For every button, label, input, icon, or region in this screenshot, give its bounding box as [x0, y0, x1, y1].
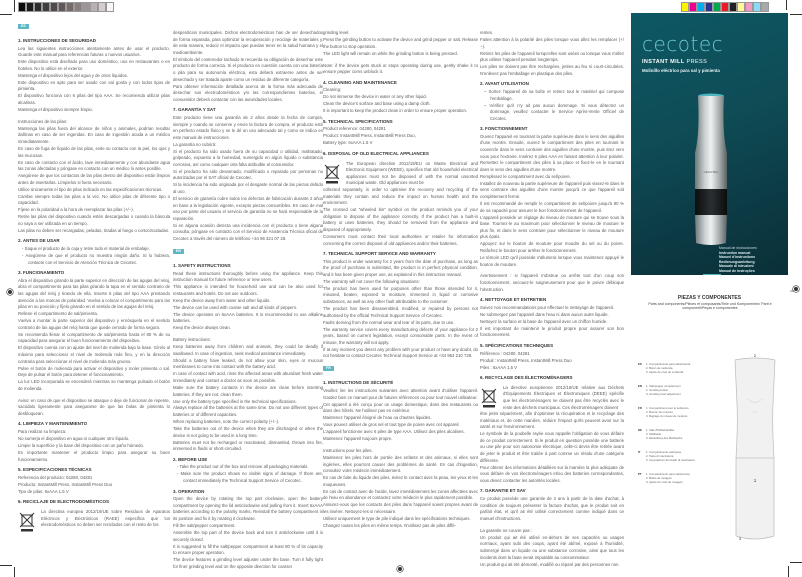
crop-mark [790, 14, 802, 15]
paragraph: Pulse el botón de molienda para activar el dispositivo y moler pimienta o sal. Deje de pulsar el botón para detener el funcionamiento. [18, 365, 170, 378]
paragraph: Producto: InstantMill Press, InstantMill Press Duo [18, 481, 113, 487]
product-subtitle: Molinillo eléctrico para sal y pimienta [642, 68, 720, 73]
paragraph: Il est recommandé de remplir le compartiment de sel/poivre jusqu'à 80 % de sa capacité pour assurer le bon fonctionnement de l'appareil. [480, 200, 624, 213]
paragraph: Référence : 04280, 04281 [480, 350, 530, 356]
parts-language-group [638, 362, 718, 374]
color-swatch [729, 2, 737, 12]
crop-mark [788, 566, 789, 577]
language-code: DE [638, 428, 642, 432]
paragraph: The warranty service covers every manufacturing defects of your appliance for 2 years, based on current legislation, except consumable parts. In the event of misuse, the warranty will not apply. [323, 326, 478, 345]
paragraph: Battery type: 6xAAA 1.5 V [323, 140, 373, 146]
section-title: 1. INSTRUCCIONES DE SEGURIDAD [18, 38, 97, 43]
registration-target-icon [7, 289, 13, 295]
part-label: 3. Einstellung des Mahlwerks [646, 436, 683, 440]
paragraph: En cas de fuite du liquide des piles, évitez le contact avec la peau, les yeux et les muqueuses. [323, 475, 478, 487]
paragraph: Take the batteries out of the device when they are discharged or when the device is not going to be used in a long time. [173, 426, 323, 438]
parts-subtitle: Parts and components/Pièces et composants/Teile und Komponenten/ Parti e componenti/Peças e componentes [648, 302, 772, 311]
language-badge-es: ES [18, 24, 29, 29]
paragraph: The warranty will not cover the following situations: [323, 278, 420, 284]
bullet-list [480, 89, 624, 122]
paragraph-list [323, 448, 478, 529]
paragraph: Use only the battery type specified in the technical specifications. [173, 398, 297, 404]
color-swatch [761, 2, 769, 12]
paragraph: Keep the device always clean. [173, 325, 231, 331]
bullet-item: – Sortez l'appareil de sa boîte et retirez tout le matériel qui compose l'emballage. [484, 88, 624, 101]
paragraph: El dispositivo cuenta con un ajuste del nivel de molienda bajo la base. Gírelo al máximo para seleccionar el nivel de molienda más fino, y en la dirección contraria para seleccionar el nivel de molienda más grueso. [18, 345, 170, 364]
paragraph: Faites attention à la polarité des piles lorsque vous allez les remplacer (+/−). [480, 36, 624, 49]
paragraph-list [323, 259, 478, 360]
paragraph: Se recomienda llenar el compartimento de sal/pimienta hasta el 80 % de su capacidad para asegurar el buen funcionamiento del dispositivo. [18, 331, 170, 344]
weee-text: La directiva europea 2012/19/UE sobre Residuos de Aparatos Eléctricos y Electrónicos (RAEE) especifica que los electrodomésticos no deben ser reciclados con el resto de los [41, 508, 170, 528]
paragraph: The device can be used with coarse salt and all kinds of peppers. [173, 304, 298, 310]
paragraph: When replacing batteries, note the correct polarity (+/−). [173, 419, 280, 425]
color-swatch [753, 2, 761, 12]
part-label: 2. Grinding button [646, 388, 669, 392]
paragraph: Este dispositivo está diseñado para uso doméstico, uso en restaurantes o en hoteles. No lo utilice en el exterior. [18, 59, 170, 71]
paragraph: Assurez-vous que les contacts des piles dans l'appareil soient propres avant de les insérer. Nettoyez-les si nécessaire. [323, 502, 478, 514]
paragraph: Mantenga las pilas fuera del alcance de niños y animales, podrían resultar dañinas en caso de ser ingeridas. En caso de ingestión acuda a un médico inmediatamente. [18, 125, 170, 145]
paragraph: Mantenga el dispositivo lejos del agua y de otros líquidos. [18, 72, 128, 78]
paragraph: The crossed out “wheeled bin” symbol on the product reminds you of your obligation to dispose of the appliance correctly. If the product has a built-in battery or uses batteries, they should be removed from the appliance and disposed of appropriately. [323, 207, 478, 232]
paragraph: Si en alguna ocasión detecta una incidencia con el producto o tiene alguna consulta, póngase en contacto con el Servicio de Asistencia Técnica oficial de Cecotec a través del número de teléfono +34 96 321 07 28. [173, 222, 323, 241]
weee-text: La directive européenne 2012/19/UE relative aux Déchets d'Équipements Électriques et Électroniques (DEEE) spécifie que les électroménagers ne doivent pas être recyclés avec le reste des déchets municipaux. Ces électroménagers doivent [503, 384, 624, 410]
language-code: ES [638, 362, 642, 366]
section-title: 2. BEFORE USE [173, 456, 208, 462]
paragraph: Keep batteries away from children and animals, they could be deadly if swallowed. In case of ingestion, seek medical assistance immediately. [173, 344, 323, 356]
note-paragraph: Aviso: en caso de que el dispositivo se atasque o deje de funcionar de repente, sacúdalo ligeramente para asegurarse de que las bolas de pimienta lo desbloquean. [18, 397, 170, 416]
parts-language-group [638, 406, 718, 418]
page-number: 01 [790, 289, 794, 293]
paragraph: This product is under warranty for 2 years from the date of purchase, as long as the proof of purchase is submitted, the product is in perfect physical condition, and it has been given proper use, as explained in this instruction manual. [323, 258, 478, 277]
part-label: 2. Mahltaste [646, 432, 662, 436]
paragraph: The product has been used for purposes other than those intended for it, misused, beaten, exposed to moisture, immersed in liquid or corrosive substances, as well as any other fault attributable to the customer. [323, 285, 478, 305]
paragraph: Le symbole de la poubelle rayée vous rappelle l'obligation de vous défaire de ce produit correctement. Si le produit en question possède une batterie ou une pile pour son autonomie électrique, celle-ci devra être retirée avant de jeter le produit et être traitée à part comme un résidu d'une catégorie différente. [480, 431, 624, 463]
column-english-french [323, 22, 478, 530]
paragraph-list [18, 429, 170, 463]
paragraph: Vous pouvez utiliser de gros sel et tout type de poivre avec cet appareil. [323, 422, 460, 428]
part-label: 2. Tasto di macinatura [646, 454, 674, 458]
paragraph: Si el producto ha sido usado fuera de su capacidad o utilidad, maltratado, golpeado, expuesto a la humedad, sumergido en algún líquido o substancia corrosiva, así como cualquier otra falta atribuible al consumidor. [173, 148, 323, 167]
paragraph: La luz LED incorporada se encenderá mientras se mantenga pulsado el botón de molienda. [18, 379, 170, 391]
paragraph: No sumerja el dispositivo en agua ni cualquier otro líquido. [18, 436, 130, 442]
paragraph: Lea las siguientes instrucciones atentamente antes de usar el producto. Guarde este manual para referencias futuras o nuevos usuarios. [18, 45, 170, 58]
paragraph-list [480, 411, 624, 484]
paragraph: rentes. [480, 30, 494, 35]
paragraph-list [323, 187, 478, 247]
paragraph-list [173, 30, 323, 103]
color-swatch [745, 2, 753, 12]
paragraph-list [173, 496, 323, 570]
paragraph: Produit : InstantMill Press, InstantMill Press Duo [480, 357, 572, 363]
paragraph: Este dispositivo es apto para ser usado con sal gorda y con todos tipos de pimienta. [18, 79, 170, 92]
crossed-bin-icon [480, 388, 498, 408]
language-code: FR [638, 406, 642, 410]
manual-languages-list [719, 246, 757, 274]
note-paragraph: Note: if the device gets stuck or stops operating during use, gently shake it to ensure pepper corns unblock it. [323, 62, 478, 75]
list-item: Manual de instrucciones [719, 246, 757, 250]
paragraph: Un produit qui ait été démonté, modifié ou réparé par des personnes non [480, 561, 619, 567]
parts-language-group [638, 384, 718, 396]
svg-text:CECOTEC: CECOTEC [703, 170, 719, 174]
paragraph: Consumers must contact their local authorities or retailer for information concerning the correct disposal of old appliances and/or their batteries. [323, 233, 478, 246]
paragraph-list [173, 271, 323, 332]
paragraph: Mantenga el dispositivo siempre limpio. [18, 106, 93, 112]
paragraph: El dispositivo funciona con 6 pilas del tipo AAA. Se recomienda utilizar pilas alcalinas. [18, 93, 170, 105]
section-title: 5. ESPECIFICACIONES TÉCNICAS [18, 467, 92, 473]
cover-panel [631, 13, 788, 275]
salt-pepper-mill-image [691, 93, 731, 247]
section-title: 3. OPERATION [173, 488, 205, 494]
part-label: 2. Botão de moagem [646, 476, 672, 480]
section-title: 4. CLEANING AND MAINTENANCE [323, 79, 397, 85]
paragraph: Installez de nouveau la partie supérieure de l'appareil puis vissez-le dans le sens contraire des aiguilles d'une montre jusqu'à ce que l'appareil soit complètement fermé. [480, 180, 624, 199]
language-code: EN [638, 384, 642, 388]
section-title: 4. LIMPIEZA Y MANTENIMIENTO [18, 421, 88, 427]
bullet-item: - Saque el producto de la caja y retire todo el material de embalaje. [22, 246, 150, 252]
paragraph: Limpie la superficie y la base del dispositivo con un paño húmedo. [18, 443, 145, 449]
note-paragraph: Avertissement : si l'appareil s'obstrue ou arrête tout d'un coup son fonctionnement, secouez-le soigneusement pour que le poivre débloque l'obstruction. [480, 273, 624, 292]
part-label: 3. Impostazioni del livello di macinatura [646, 458, 695, 462]
paragraph: Il est important de maintenir le produit propre pour assurer son bon fonctionnement. [480, 325, 624, 338]
gray-swatch [58, 2, 66, 12]
bullet-item: - Make sure the product shows no visible signs of damage. If there are, contact immediately the Technical Support Service of Cecotec. [177, 471, 323, 483]
paragraph: En cas de contact avec de l'acide, lavez immédiatement les zones affectées avec de l'eau en abondance et contactez votre médecin le plus rapidement possible. [323, 488, 478, 501]
weee-block [323, 161, 478, 187]
registration-target-icon [793, 286, 799, 292]
section-title: 2. AVANT UTILISATION [480, 81, 529, 87]
parts-panel [631, 290, 788, 570]
paragraph: Press the grinding button to activate the device and grind pepper or salt. Release the button to stop operation. [323, 36, 478, 49]
section-title: 2. ANTES DE USAR [18, 238, 60, 244]
gray-swatch [90, 2, 98, 12]
list-item: Instruction manual [719, 250, 751, 255]
paragraph: Batteries must not be recharged or reactivated, dismantled, thrown into fire, immersed in fluids or short-circuited. [173, 439, 323, 452]
paragraph: Keep the device away from water and other liquids. [173, 297, 271, 303]
crop-mark [790, 562, 802, 563]
paragraph: Abra el dispositivo girando la parte superior en dirección de las agujas del reloj, abra el compartimento para las pilas girando la tapa en el sentido contrario de las agujas del reloj y tirando de ella. Inserte 6 pilas del tipo AAA prestando atención a las marcas de polaridad. Vuelva a colocar el compartimento para las pilas en su posición y fíjelo girando en el sentido de las agujas del reloj. [18, 277, 170, 310]
gray-swatch [82, 2, 90, 12]
paragraph: Battery instructions: [173, 337, 211, 343]
paragraph: Les piles ne doivent pas être rechargées, jetées au feu ni court-circuitées. N'enlevez pas l'emballage en plastique des piles. [480, 64, 624, 76]
paragraph: In case of contact with acid, rinse the affected areas with abundant fresh water immediately and contact a doctor as soon as possible. [173, 371, 323, 383]
paragraph: Es importante mantener el producto limpio para asegurar su buen funcionamiento. [18, 450, 170, 462]
paragraph: Le témoin LED qu'il possède s'allumera lorsque vous maintenez appuyé le bouton de mouture. [480, 254, 624, 267]
paragraph: The device operates on 6xAAA batteries. It is recommended to use alkaline batteries. [173, 311, 323, 324]
paragraph: La garantie ne couvre pas : [480, 527, 533, 533]
part-label: 1. Compartimento sale/pepe [646, 450, 682, 454]
paragraph-list [18, 475, 170, 496]
paragraph: Clean the device's surface and base using a damp cloth. [323, 101, 431, 107]
part-label: 2. Bouton de mouture [646, 410, 673, 414]
color-swatch [689, 2, 697, 12]
paragraph: Product: InstantMill Press, InstantMill Press Duo, [323, 133, 416, 139]
paragraph: Ce produit possède une garantie de 2 ans à partir de la date d'achat, à condition de toujours présenter la facture d'achat, que le produit soit en parfait état, et qu'il ait été utilisé correctement comme indiqué dans ce manuel d'instructions. [480, 496, 624, 521]
crop-mark [786, 0, 787, 10]
section-title: 6. DISPOSAL OF OLD ELECTRICAL APPLIANCES [323, 151, 429, 157]
paragraph: It is important to keep the product clean in order to ensure proper operation. [323, 108, 468, 114]
color-swatch [681, 2, 689, 12]
paragraph: En caso de fuga de líquido de las pilas, evite su contacto con la piel, los ojos y las mucosas. [18, 146, 170, 158]
paragraph-list [323, 388, 478, 443]
accent-line [703, 274, 721, 275]
color-swatch [713, 2, 721, 12]
section-title: 7. TECHNICAL SUPPORT SERVICE AND WARRANTY [323, 251, 436, 257]
bullet-list [173, 464, 323, 484]
paragraph: If at any moment you detect any problem with your product or have any doubt, do not hesitate to contact Cecotec Technical Support Service at +34 963 210 728. [323, 346, 478, 359]
paragraph: Maintenez l'appareil toujours propre. [323, 436, 393, 442]
product-name-bold: INSTANT MILL [642, 59, 685, 65]
paragraph: Si el producto ha sido desarmado, modificado o reparado por personas no autorizadas por el SAT oficial de Cecotec. [173, 168, 323, 181]
paragraph: La garantía no cubrirá: [173, 141, 217, 147]
part-label: 1. Compartimento para sal/pimienta [646, 362, 691, 366]
paragraph: Changez toutes les piles en même temps. N'utilisez pas de piles diffé- [323, 522, 457, 528]
part-label: 3. Ajuste do nível de moagem [646, 480, 683, 484]
svg-text:2: 2 [753, 354, 757, 358]
paragraph-list [323, 30, 478, 57]
paragraph: Cet appareil a été conçu pour un usage domestique, dans des restaurants ou dans des hôtels. Ne l'utilisez pas en extérieur. [323, 401, 478, 414]
paragraph-list [480, 305, 624, 339]
part-label: 1. Salt/pepper compartment [646, 384, 681, 388]
color-swatch [697, 2, 705, 12]
svg-text:3: 3 [738, 536, 742, 541]
gray-swatch [74, 2, 82, 12]
section-title: 4. NETTOYAGE ET ENTRETIEN [480, 297, 547, 303]
paragraph: être jetés séparément, afin d'optimiser la récupération et le recyclage des matériaux et, de cette manière, réduire l'impact qu'ils peuvent avoir sur la santé et sur l'environnement. [480, 411, 624, 430]
paragraph: Tipo de pilas: 6xAAA 1.5 V [18, 488, 69, 494]
paragraph: Maintenez les piles hors de portée des enfants et des animaux, si elles sont ingérées, elles pourront causer des problèmes de santé. En cas d'ingestion, consultez votre médecin immédiatement. [323, 455, 478, 474]
section-title: 1. SAFETY INSTRUCTIONS [173, 262, 231, 268]
color-registration-bar [681, 2, 769, 12]
paragraph: Si la incidencia ha sido originada por el desgaste normal de las piezas debido al uso. [173, 182, 323, 194]
weee-block [480, 385, 624, 411]
paragraph: L'appareil fonctionne avec 6 piles de type AAA. Utilisez des piles alcalines. [323, 429, 465, 435]
paragraph: Utilice únicamente el tipo de pilas indicado en las especificaciones técnicas. [18, 186, 163, 192]
gray-swatch [106, 2, 114, 12]
list-item: Manual de instruções [719, 268, 755, 273]
paragraph-list [480, 30, 624, 77]
paragraph: Assemble the top part of the device back and turn it anticlockwise until it is securely closed. [173, 529, 323, 542]
parts-language-group [638, 472, 718, 484]
section-title: 5. TECHNICAL SPECIFICATIONS [323, 118, 393, 124]
paragraph: El símbolo del contenedor tachado te recuerda su obligación de desechar este producto de forma correcta. Si el producto en cuestión cuenta con una batería o pila para su autonomía eléctrica, esta deberá extraerse antes de ser desechado y ser tratada aparte como un residuo de diferente categoría. [173, 56, 323, 82]
column-spanish [18, 22, 170, 532]
paragraph: En caso de contacto con el ácido, lave inmediatamente y con abundante agua las zonas afectadas y póngase en contacto con un médico lo antes posible. [18, 159, 170, 172]
part-label: 1. Salz-/Pfefferbehälter [646, 428, 675, 432]
paragraph: Vuelva a montar la parte superior del dispositivo y enrósquela en el sentido contrario de las agujas del reloj hasta que quede cerrado de forma segura. [18, 318, 170, 330]
svg-text:1: 1 [753, 478, 757, 483]
column-french [480, 22, 624, 569]
color-swatch [737, 2, 745, 12]
gray-swatch [66, 2, 74, 12]
parts-language-list [638, 362, 718, 494]
paragraph: L'appareil possède un réglage du niveau de mouture qui se trouve sous la base. Tournez-le au maximum pour sélectionner le niveau de mouture le plus fin, et dans le sens contraire pour sélectionner le niveau de mouture plus épais. [480, 214, 624, 240]
paragraph: Fill the salt/pepper compartment. [173, 522, 236, 528]
crop-mark [14, 0, 15, 12]
paragraph: Always replace all the batteries at the same time. Do not use different types of batteries or of different capacities. [173, 405, 323, 418]
language-badge-fr: FR [323, 366, 334, 371]
paragraph-list [323, 126, 478, 147]
paragraph: Should a battery have leaked, do not allow your skin, eyes or mucous membranes to come into contact with the battery acid. [173, 357, 323, 370]
section-title: 3. FUNCIONAMIENTO [18, 270, 65, 276]
paragraph: Para obtener información detallada acerca de la forma más adecuada de desechar sus electrodomésticos y/o las correspondientes baterías, el consumidor deberá contactar con las autoridades locales. [173, 83, 323, 102]
weee-block [18, 509, 170, 532]
product-name [642, 59, 707, 65]
paragraph: El servicio de garantía cubre todos los defectos de fabricación durante 2 años en base a la legislación vigente, excepto piezas consumibles. En caso de mal uso por parte del usuario el servicio de garantía no se hará responsable de la reparación. [173, 195, 323, 221]
part-label: 1. Compartimento para sal/pimenta [646, 472, 690, 476]
bullet-item: - Take the product out of the box and remove all packaging materials. [177, 464, 309, 470]
parts-language-group [638, 428, 718, 440]
list-item: Manuel d'instructions [719, 255, 756, 260]
paragraph: The product has been disassembled, modified, or repaired by persons not authorised by the official Technical Support Service of Cecotec. [323, 306, 478, 318]
list-item: Manuale di istruzioni [719, 264, 754, 269]
paragraph: Ouvrez l'appareil en tournant la partie supérieure dans le sens des aiguilles d'une montre. Ensuite, ouvrez le compartiment des piles en tournant le couvercle dans le sens contraire des aiguilles d'une montre, puis tirez vers vous pour l'extraire. Insérez 6 piles AAA en faisant attention à leur polarité. Remettez le compartiment des piles à sa place et fixez-le en le tournant dans le sens des aiguilles d'une montre. [480, 133, 624, 172]
grayscale-registration-bar [18, 2, 114, 12]
section-title: 7. GARANTÍA Y SAT [173, 107, 216, 113]
paragraph: Retire las pilas del dispositivo cuando estén descargadas o cuando la báscula no vaya a ser utilizada en un tiempo. [18, 214, 170, 226]
section-title: 7. GARANTIE ET SAV [480, 488, 526, 494]
paragraph: Instructions pour les piles. [323, 448, 373, 454]
paragraph: Cambie siempre todas las pilas a la vez. No utilice pilas de diferente tipo o capacidad. [18, 193, 170, 206]
crop-mark [14, 567, 15, 577]
color-swatch [721, 2, 729, 12]
paragraph: Para realizar su limpieza: [18, 429, 67, 435]
language-code: IT [638, 450, 641, 454]
gray-swatch [50, 2, 58, 12]
section-title: 1. INSTRUCTIONS DE SÉCURITÉ [323, 380, 394, 386]
section-title: 5. SPÉCIFICATIONS TECHNIQUES [480, 343, 554, 348]
paragraph: Ne submergez pas l'appareil dans l'eau ni dans aucun autre liquide. [480, 311, 609, 317]
crop-mark [0, 565, 12, 566]
bullet-list [18, 246, 170, 266]
paragraph: Utilisez uniquement le type de pile indiqué dans les spécifications techniques. [323, 515, 471, 521]
paragraph: grinding level. [323, 30, 350, 35]
registration-target-icon [397, 566, 403, 572]
language-code: PT [638, 472, 642, 476]
paragraph: Do not immerse the device in water or any other liquid. [323, 94, 427, 100]
product-name-thin: PRESS [684, 59, 708, 65]
paragraph-list [18, 278, 170, 392]
paragraph: Maintenez l'appareil éloigné de l'eau ou d'autres liquides. [323, 415, 432, 421]
paragraph: collected separately, in order to optimise the recovery and recycling of the materials they contain and reduce the impact on human health and the environment. [323, 187, 478, 206]
paragraph-list [480, 134, 624, 268]
paragraph: Instrucciones de las pilas: [18, 118, 68, 124]
language-badge-en: EN [173, 249, 184, 254]
paragraph: The device features a grinding level adjuster under the base. Turn it fully tight for finer grinding level and on the opposite direction for coarser [173, 557, 323, 569]
weee-text: The European directive 2012/19/EU on Waste Electrical and Electronic Equipment (WEEE), specifies that old household electrical appliances must not be disposed of with the normal unsorted municipal waste. Old appliances must be [346, 160, 478, 186]
section-title: 6. RECYCLAGE DES ÉLECTROMÉNAGERS [480, 375, 573, 381]
paragraph: Product reference: 04280, 04281 [323, 126, 386, 132]
bullet-item: – Vérifiez qu'il n'y ait pas aucun dommage. Si vous détectez un dommage, veuillez contacter le Service Après-Vente Officiel de Cecotec. [484, 102, 624, 121]
color-swatch [705, 2, 713, 12]
paragraph: Rellene el compartimento de sal/pimienta. [18, 311, 99, 317]
paragraph: Pour obtenir des informations détaillées sur la manière la plus adéquate de vous défaire de vos électroménagers et/ou des batteries correspondantes, vous devez contacter les autorités locales. [480, 464, 624, 483]
paragraph: Faults deriving from the normal wear and tear of its parts, due to use. [323, 319, 455, 325]
list-item: Bedienungsanleitung [719, 259, 755, 264]
paragraph: It is suggested to fill the salt/pepper compartment at least 80 % of its capacity to ensure proper operation. [173, 543, 323, 556]
gray-swatch [42, 2, 50, 12]
part-label: 3. Grinding level adjustment [646, 392, 681, 396]
paragraph: Cleaning: [323, 87, 342, 93]
paragraph-list [18, 119, 170, 235]
paragraph: Asegúrese de que los contactos de las pilas dentro del dispositivo están limpios antes de insertarlas. Límpielos si fuera necesario. [18, 173, 170, 185]
paragraph-list [480, 351, 624, 372]
paragraph: Piles : 6xAAA 1,5 V [480, 364, 518, 370]
section-title: 3. FONCTIONNEMENT [480, 126, 528, 132]
parts-language-group [638, 450, 718, 462]
section-title: 6. RECICLAJE DE ELECTRODOMÉSTICOS [18, 499, 110, 505]
paragraph-list [480, 496, 624, 522]
column-spanish-english [173, 22, 323, 571]
paragraph-list [18, 46, 170, 114]
paragraph: The LED light will remain on while the grinding button is being pressed. [323, 50, 458, 56]
paragraph: Make sure the battery contacts in the device are clean before inserting batteries. If they are not, clean them. [173, 384, 323, 397]
paragraph: Referencia del producto: 04280, 04281 [18, 474, 93, 480]
mill-parts-diagram [732, 354, 778, 552]
paragraph: Este producto tiene una garantía de 2 años desde la fecha de compra, siempre y cuando se conserve y envíe la factura de compra, el producto esté en perfecto estado físico y se le dé un uso adecuado tal y como se indica en este manual de instrucciones. [173, 114, 323, 140]
paragraph-list [480, 528, 624, 568]
gray-swatch [18, 2, 26, 12]
brand-logo: cecotec [642, 32, 724, 56]
gray-swatch [26, 2, 34, 12]
part-label: 1. Compartiment pour le sel/poivre [646, 406, 689, 410]
paragraph: Appuyez sur le bouton de mouture pour moudre du sel ou du poivre. Relâchez le bouton pour arrêter le fonctionnement. [480, 241, 624, 253]
crop-mark [0, 14, 12, 15]
paragraph: Open the device by rotating the top part clockwise, open the battery compartment by opening the lid anticlockwise and pulling from it. Insert 6xAAA batteries according to the polarity marks. Reinstall the battery compartment in its position and fix it by rotating it clockwise. [173, 496, 323, 521]
parts-title: PIEZAS Y COMPONENTES [677, 295, 742, 301]
paragraph: desperdicios municipales. Dichos electrodomésticos han de ser desechados de forma separada, para optimizar la recuperación y reciclaje de materiales y, de esta manera, reducir el impacto que puedan tener en la salud humana y el medioambiente. [173, 30, 323, 55]
paragraph-list [323, 87, 478, 115]
gray-swatch [98, 2, 106, 12]
part-label: 2. Botón de molienda [646, 366, 673, 370]
paragraph-list [173, 115, 323, 243]
paragraph: Remplissez le compartiment avec du sel/poivre. [480, 173, 571, 179]
bullet-item: - Asegúrese de que el producto no muestra ningún daño. Si lo hubiera, contacte con el Servicio de Atención Técnica de Cecotec. [22, 253, 170, 265]
paragraph: Retirez les piles de l'appareil lorsqu'elles sont usées ou lorsque vous n'allez plus utiliser l'appareil pendant longtemps. [480, 50, 624, 63]
paragraph: This appliance is intended for household use and can be also used for restaurants and hotels. Do not use outdoors. [173, 284, 323, 296]
part-label: 3. Ajuste de nivel de molienda [646, 370, 684, 374]
paragraph: Las pilas no deben ser recargadas, peladas, tiradas al fuego o cortocircuitadas. [18, 227, 170, 233]
paragraph: Veuillez lire les instructions suivantes avec attention avant d'utiliser l'appareil. Gardez bien ce manuel pour de futures références ou pour tout nouvel utilisateur. [323, 387, 478, 400]
paragraph-list [173, 337, 323, 453]
crossed-bin-icon [18, 512, 36, 532]
paragraph: Suivez nos recommandations pour effectuer le nettoyage de l'appareil. [480, 304, 615, 310]
crossed-bin-icon [323, 164, 341, 184]
part-label: 3. Réglage du niveau de mouture [646, 414, 688, 418]
paragraph: Fíjese en la polaridad a la hora de reemplazar las pilas (+/−). [18, 207, 134, 213]
paragraph: Nettoyez la surface et la base de l'appareil avec un chiffon humide. [480, 318, 608, 324]
gray-swatch [34, 2, 42, 12]
paragraph: Read these instructions thoroughly before using the appliance. Keep this instruction manual for future reference or new users. [173, 270, 323, 283]
paragraph: Un produit qui ait été utilisé en-dehors de ses capacités ou usages normaux, ayant subi des coups, ayant été abîmé, exposé à l'humidité, submergé dans un liquide ou une substance corrosive, ainsi que tous les incidents dont la faute serait imputable au consommateur. [480, 534, 624, 560]
